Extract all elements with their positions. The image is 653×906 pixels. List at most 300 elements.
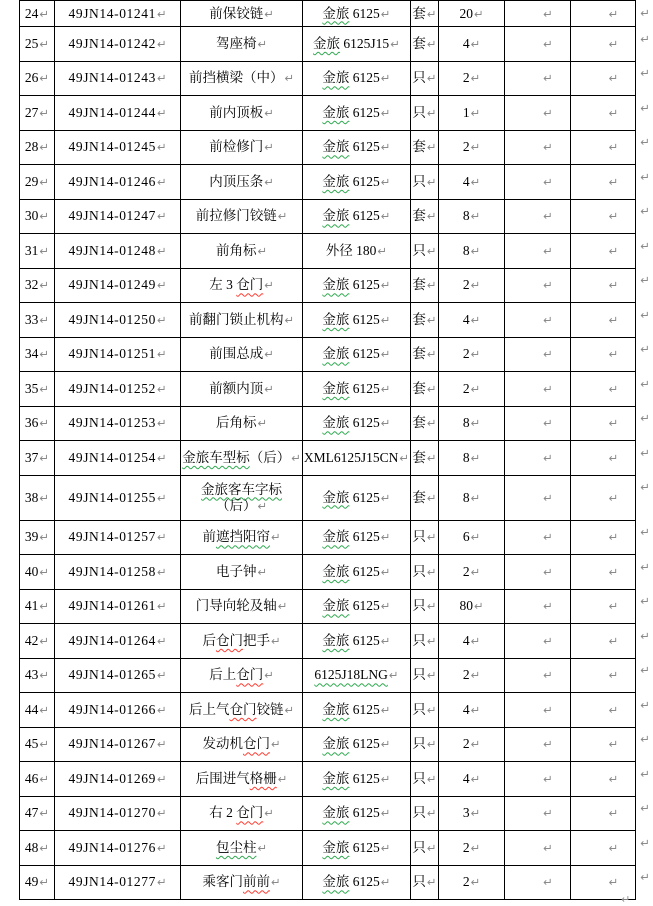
paragraph-mark-icon: ↵ — [156, 702, 167, 717]
part-name-line — [182, 415, 301, 431]
paragraph-mark-icon: ↵ — [426, 416, 437, 431]
cell-unit[interactable]: 套↵ — [411, 303, 439, 338]
cell-unit[interactable]: 套↵ — [411, 27, 439, 62]
cell-row-number[interactable]: 24↵ — [20, 1, 55, 27]
cell-row-number[interactable]: 37↵ — [20, 441, 55, 476]
cell-row-number[interactable]: 30↵ — [20, 199, 55, 234]
cell-part-number[interactable]: 49JN14-01267↵ — [54, 727, 180, 762]
cell-quantity[interactable]: 8↵ — [438, 406, 504, 441]
cell-part-number[interactable]: 49JN14-01255↵ — [54, 475, 180, 520]
paragraph-mark-icon: ↵ — [426, 71, 437, 86]
spellcheck-green-text: 遮挡阳帘 — [215, 529, 270, 545]
paragraph-mark-icon: ↵ — [608, 490, 619, 505]
cell-blank-1[interactable] — [505, 96, 571, 131]
cell-blank-1[interactable] — [505, 475, 571, 520]
cell-part-name[interactable] — [181, 406, 303, 441]
cell-model[interactable] — [302, 727, 410, 762]
cell-part-number[interactable]: 49JN14-01257↵ — [54, 520, 180, 555]
cell-row-number[interactable]: 48↵ — [20, 831, 55, 866]
row-end-mark — [636, 96, 653, 131]
cell-text: 乘客门 — [202, 874, 243, 890]
cell-blank-1[interactable] — [505, 624, 571, 659]
cell-quantity[interactable]: 4↵ — [438, 693, 504, 728]
cell-text: （后） — [215, 497, 257, 513]
cell-part-number[interactable]: 49JN14-01266↵ — [54, 693, 180, 728]
cell-part-name[interactable] — [181, 27, 303, 62]
paragraph-mark-icon: ↵ — [426, 633, 437, 648]
cell-blank-2[interactable] — [570, 762, 636, 797]
cell-row-number[interactable]: 49↵ — [20, 865, 55, 900]
spellcheck-green-text: 金旅 — [322, 311, 350, 327]
part-name-line — [182, 840, 301, 856]
cell-text: 电子钟 — [215, 563, 257, 579]
cell-row-number[interactable]: 44↵ — [20, 693, 55, 728]
cell-quantity[interactable]: 1↵ — [438, 96, 504, 131]
paragraph-mark-icon: ↵ — [380, 737, 391, 752]
cell-unit[interactable]: 只↵ — [411, 96, 439, 131]
cell-unit[interactable]: 套↵ — [411, 337, 439, 372]
cell-model[interactable] — [302, 658, 410, 693]
cell-model[interactable] — [302, 234, 410, 269]
cell-part-number[interactable]: 49JN14-01269↵ — [54, 762, 180, 797]
cell-blank-2[interactable] — [570, 234, 636, 269]
cell-blank-1[interactable] — [505, 165, 571, 200]
paragraph-mark-icon: ↵ — [608, 737, 619, 752]
paragraph-mark-icon: ↵ — [608, 599, 619, 614]
cell-blank-2[interactable] — [570, 658, 636, 693]
cell-part-number[interactable]: 49JN14-01245↵ — [54, 130, 180, 165]
cell-text: 6125 — [349, 346, 380, 362]
paragraph-mark-icon: ↵ — [543, 771, 553, 786]
cell-part-name[interactable] — [181, 555, 303, 590]
cell-model[interactable] — [302, 406, 410, 441]
cell-part-number[interactable]: 49JN14-01247↵ — [54, 199, 180, 234]
cell-quantity[interactable]: 3↵ — [438, 796, 504, 831]
table-row — [20, 337, 653, 372]
cell-blank-2[interactable] — [570, 831, 636, 866]
cell-blank-2[interactable] — [570, 130, 636, 165]
cell-part-number[interactable]: 49JN14-01277↵ — [54, 865, 180, 900]
cell-part-number[interactable]: 49JN14-01249↵ — [54, 268, 180, 303]
cell-model[interactable] — [302, 796, 410, 831]
cell-blank-2[interactable] — [570, 1, 636, 27]
cell-row-number[interactable]: 33↵ — [20, 303, 55, 338]
cell-row-number[interactable]: 45↵ — [20, 727, 55, 762]
paragraph-mark-icon: ↵ — [380, 381, 391, 396]
cell-blank-1[interactable] — [505, 1, 571, 27]
cell-quantity[interactable]: 4↵ — [438, 762, 504, 797]
paragraph-mark-icon: ↵ — [640, 411, 650, 425]
cell-part-name[interactable] — [181, 303, 303, 338]
paragraph-mark-icon: ↵ — [156, 36, 167, 51]
cell-quantity[interactable]: 8↵ — [438, 475, 504, 520]
cell-part-number[interactable]: 49JN14-01246↵ — [54, 165, 180, 200]
paragraph-mark-icon: ↵ — [470, 702, 481, 717]
paragraph-mark-icon: ↵ — [380, 416, 391, 431]
cell-quantity[interactable]: 4↵ — [438, 27, 504, 62]
cell-part-number[interactable]: 49JN14-01276↵ — [54, 831, 180, 866]
cell-text: 前角标 — [215, 242, 257, 258]
cell-part-name[interactable] — [181, 268, 303, 303]
cell-model[interactable] — [302, 199, 410, 234]
cell-part-name[interactable] — [181, 762, 303, 797]
cell-unit[interactable]: 套↵ — [411, 475, 439, 520]
paragraph-mark-icon: ↵ — [608, 771, 619, 786]
cell-blank-1[interactable] — [505, 658, 571, 693]
cell-text: XML6125J15CN — [303, 449, 399, 465]
cell-row-number[interactable]: 46↵ — [20, 762, 55, 797]
cell-row-number[interactable]: 43↵ — [20, 658, 55, 693]
cell-blank-1[interactable] — [505, 199, 571, 234]
cell-row-number[interactable]: 28↵ — [20, 130, 55, 165]
cell-part-number[interactable]: 49JN14-01254↵ — [54, 441, 180, 476]
cell-model[interactable] — [302, 372, 410, 407]
paragraph-mark-icon: ↵ — [39, 209, 49, 224]
paragraph-mark-icon: ↵ — [640, 766, 650, 781]
cell-model[interactable] — [302, 441, 410, 476]
cell-part-name[interactable] — [181, 337, 303, 372]
paragraph-mark-icon: ↵ — [257, 840, 268, 855]
cell-blank-2[interactable] — [570, 624, 636, 659]
paragraph-mark-icon: ↵ — [543, 564, 553, 579]
cell-part-name[interactable] — [181, 796, 303, 831]
cell-model[interactable] — [302, 1, 410, 27]
paragraph-mark-icon: ↵ — [608, 6, 619, 21]
cell-blank-1[interactable] — [505, 762, 571, 797]
cell-unit[interactable]: 只↵ — [411, 555, 439, 590]
row-end-mark — [636, 555, 653, 590]
cell-unit[interactable]: 套↵ — [411, 1, 439, 27]
cell-quantity[interactable]: 4↵ — [438, 165, 504, 200]
cell-row-number[interactable]: 32↵ — [20, 268, 55, 303]
cell-part-name[interactable] — [181, 520, 303, 555]
cell-row-number[interactable]: 26↵ — [20, 61, 55, 96]
cell-part-number[interactable]: 49JN14-01244↵ — [54, 96, 180, 131]
cell-part-name[interactable] — [181, 589, 303, 624]
paragraph-mark-icon: ↵ — [426, 840, 437, 855]
cell-blank-1[interactable] — [505, 727, 571, 762]
paragraph-mark-icon: ↵ — [608, 140, 619, 155]
paragraph-mark-icon: ↵ — [380, 702, 391, 717]
cell-model[interactable] — [302, 831, 410, 866]
cell-model[interactable] — [302, 96, 410, 131]
cell-quantity[interactable]: 2↵ — [438, 337, 504, 372]
cell-blank-1[interactable] — [505, 441, 571, 476]
cell-text: 右 2 — [209, 805, 237, 821]
table-row — [20, 27, 653, 62]
cell-row-number[interactable]: 31↵ — [20, 234, 55, 269]
cell-unit[interactable]: 套↵ — [411, 372, 439, 407]
table-row — [20, 165, 653, 200]
cell-unit[interactable]: 套↵ — [411, 406, 439, 441]
paragraph-mark-icon: ↵ — [640, 169, 650, 184]
paragraph-mark-icon: ↵ — [277, 771, 288, 786]
paragraph-mark-icon: ↵ — [257, 498, 268, 513]
cell-model[interactable] — [302, 520, 410, 555]
paragraph-mark-icon: ↵ — [426, 702, 437, 717]
paragraph-mark-icon: ↵ — [470, 278, 481, 293]
cell-quantity[interactable]: 2↵ — [438, 61, 504, 96]
cell-part-number[interactable]: 49JN14-01252↵ — [54, 372, 180, 407]
cell-quantity[interactable]: 2↵ — [438, 727, 504, 762]
paragraph-mark-icon: ↵ — [39, 243, 49, 258]
paragraph-mark-icon: ↵ — [640, 342, 650, 356]
cell-blank-2[interactable] — [570, 475, 636, 520]
cell-part-name[interactable] — [181, 693, 303, 728]
cell-blank-2[interactable] — [570, 96, 636, 131]
cell-model[interactable] — [302, 475, 410, 520]
cell-blank-2[interactable] — [570, 796, 636, 831]
part-name-line — [182, 564, 301, 580]
paragraph-mark-icon: ↵ — [426, 381, 437, 396]
cell-part-name[interactable] — [181, 61, 303, 96]
cell-part-name[interactable] — [181, 1, 303, 27]
cell-unit[interactable]: 套↵ — [411, 199, 439, 234]
cell-blank-2[interactable] — [570, 555, 636, 590]
cell-part-name[interactable] — [181, 831, 303, 866]
cell-unit[interactable]: 只↵ — [411, 865, 439, 900]
cell-row-number[interactable]: 27↵ — [20, 96, 55, 131]
cell-part-name[interactable] — [181, 96, 303, 131]
cell-part-name[interactable] — [181, 727, 303, 762]
cell-unit[interactable]: 套↵ — [411, 130, 439, 165]
cell-row-number[interactable]: 35↵ — [20, 372, 55, 407]
cell-text: 6125 — [349, 70, 380, 86]
cell-part-name[interactable] — [181, 234, 303, 269]
spellcheck-green-text: 金旅 — [322, 489, 350, 505]
cell-unit[interactable]: 只↵ — [411, 796, 439, 831]
cell-text: 前 — [202, 529, 216, 545]
cell-blank-1[interactable] — [505, 234, 571, 269]
cell-unit[interactable]: 套↵ — [411, 441, 439, 476]
cell-blank-2[interactable] — [570, 693, 636, 728]
cell-text: 6125 — [349, 311, 380, 327]
paragraph-mark-icon: ↵ — [640, 697, 650, 712]
paragraph-mark-icon: ↵ — [426, 599, 437, 614]
cell-blank-1[interactable] — [505, 693, 571, 728]
spellcheck-green-text: 金旅 — [322, 70, 350, 86]
paragraph-mark-icon: ↵ — [270, 875, 281, 890]
cell-part-name[interactable] — [181, 658, 303, 693]
cell-blank-2[interactable] — [570, 406, 636, 441]
cell-model[interactable] — [302, 865, 410, 900]
cell-part-number[interactable]: 49JN14-01250↵ — [54, 303, 180, 338]
cell-part-number[interactable]: 49JN14-01261↵ — [54, 589, 180, 624]
cell-part-name[interactable] — [181, 441, 303, 476]
cell-part-name[interactable] — [181, 130, 303, 165]
cell-row-number[interactable]: 36↵ — [20, 406, 55, 441]
cell-blank-2[interactable] — [570, 589, 636, 624]
paragraph-mark-icon: ↵ — [608, 633, 619, 648]
cell-unit[interactable]: 只↵ — [411, 693, 439, 728]
cell-model[interactable] — [302, 303, 410, 338]
cell-blank-2[interactable] — [570, 303, 636, 338]
cell-blank-1[interactable] — [505, 796, 571, 831]
cell-part-number[interactable]: 49JN14-01248↵ — [54, 234, 180, 269]
partial-paragraph-mark-icon: ↵ — [621, 893, 631, 906]
cell-model[interactable] — [302, 555, 410, 590]
cell-quantity[interactable]: 8↵ — [438, 441, 504, 476]
paragraph-mark-icon: ↵ — [39, 668, 49, 683]
cell-part-name[interactable] — [181, 475, 303, 520]
cell-blank-1[interactable] — [505, 406, 571, 441]
cell-part-number[interactable]: 49JN14-01264↵ — [54, 624, 180, 659]
table-row — [20, 130, 653, 165]
cell-unit[interactable]: 只↵ — [411, 762, 439, 797]
cell-row-number[interactable]: 29↵ — [20, 165, 55, 200]
cell-text: 前检修门 — [209, 139, 264, 155]
cell-part-number[interactable]: 49JN14-01251↵ — [54, 337, 180, 372]
cell-blank-1[interactable] — [505, 831, 571, 866]
cell-unit[interactable]: 只↵ — [411, 234, 439, 269]
table-row — [20, 372, 653, 407]
cell-quantity[interactable]: 80↵ — [438, 589, 504, 624]
cell-model[interactable] — [302, 624, 410, 659]
row-end-mark — [636, 27, 653, 62]
cell-blank-2[interactable] — [570, 27, 636, 62]
cell-quantity[interactable]: 8↵ — [438, 234, 504, 269]
cell-part-number[interactable]: 49JN14-01253↵ — [54, 406, 180, 441]
cell-model[interactable] — [302, 762, 410, 797]
cell-blank-1[interactable] — [505, 61, 571, 96]
paragraph-mark-icon: ↵ — [426, 806, 437, 821]
cell-part-number[interactable]: 49JN14-01265↵ — [54, 658, 180, 693]
paragraph-mark-icon: ↵ — [543, 599, 553, 614]
cell-text: 6125 — [349, 415, 380, 431]
paragraph-mark-icon: ↵ — [380, 312, 391, 327]
spellcheck-green-text: 金旅 — [313, 35, 341, 51]
paragraph-mark-icon: ↵ — [470, 737, 481, 752]
cell-text: 6125 — [349, 736, 380, 752]
cell-blank-1[interactable] — [505, 372, 571, 407]
cell-blank-2[interactable] — [570, 727, 636, 762]
paragraph-mark-icon: ↵ — [270, 737, 281, 752]
cell-blank-1[interactable] — [505, 520, 571, 555]
cell-blank-2[interactable] — [570, 165, 636, 200]
cell-part-name[interactable] — [181, 865, 303, 900]
paragraph-mark-icon: ↵ — [470, 806, 481, 821]
cell-quantity[interactable]: 4↵ — [438, 624, 504, 659]
paragraph-mark-icon: ↵ — [426, 174, 437, 189]
cell-model[interactable] — [302, 693, 410, 728]
cell-unit[interactable]: 只↵ — [411, 624, 439, 659]
cell-text: 前内顶板 — [209, 104, 264, 120]
cell-unit[interactable]: 只↵ — [411, 165, 439, 200]
part-name-line — [182, 277, 301, 293]
cell-part-number[interactable]: 49JN14-01243↵ — [54, 61, 180, 96]
cell-model[interactable] — [302, 589, 410, 624]
cell-blank-1[interactable] — [505, 130, 571, 165]
table-row — [20, 831, 653, 866]
cell-part-name[interactable] — [181, 199, 303, 234]
cell-row-number[interactable]: 47↵ — [20, 796, 55, 831]
cell-part-name[interactable] — [181, 372, 303, 407]
cell-row-number[interactable]: 39↵ — [20, 520, 55, 555]
cell-unit[interactable]: 套↵ — [411, 268, 439, 303]
paragraph-mark-icon: ↵ — [380, 633, 391, 648]
cell-blank-1[interactable] — [505, 589, 571, 624]
cell-model[interactable] — [302, 268, 410, 303]
cell-blank-1[interactable] — [505, 303, 571, 338]
cell-blank-2[interactable] — [570, 199, 636, 234]
paragraph-mark-icon: ↵ — [470, 381, 481, 396]
paragraph-mark-icon: ↵ — [156, 450, 167, 465]
cell-row-number[interactable]: 40↵ — [20, 555, 55, 590]
cell-model[interactable] — [302, 61, 410, 96]
cell-row-number[interactable]: 34↵ — [20, 337, 55, 372]
spellcheck-green-text: 金旅 — [322, 736, 350, 752]
paragraph-mark-icon: ↵ — [470, 140, 481, 155]
cell-unit[interactable]: 只↵ — [411, 831, 439, 866]
paragraph-mark-icon: ↵ — [640, 31, 650, 46]
cell-blank-2[interactable] — [570, 268, 636, 303]
cell-blank-1[interactable] — [505, 27, 571, 62]
paragraph-mark-icon: ↵ — [608, 347, 619, 362]
cell-quantity[interactable]: 20↵ — [438, 1, 504, 27]
cell-blank-2[interactable] — [570, 520, 636, 555]
cell-quantity[interactable]: 2↵ — [438, 555, 504, 590]
cell-blank-1[interactable] — [505, 555, 571, 590]
paragraph-mark-icon: ↵ — [543, 381, 553, 396]
cell-model[interactable] — [302, 130, 410, 165]
paragraph-mark-icon: ↵ — [640, 594, 650, 608]
paragraph-mark-icon: ↵ — [470, 36, 481, 51]
cell-quantity[interactable]: 2↵ — [438, 865, 504, 900]
cell-model[interactable] — [302, 165, 410, 200]
cell-unit[interactable]: 只↵ — [411, 589, 439, 624]
cell-part-number[interactable]: 49JN14-01242↵ — [54, 27, 180, 62]
cell-quantity[interactable]: 2↵ — [438, 372, 504, 407]
cell-blank-1[interactable] — [505, 268, 571, 303]
paragraph-mark-icon: ↵ — [264, 278, 274, 293]
cell-row-number[interactable]: 41↵ — [20, 589, 55, 624]
cell-quantity[interactable]: 4↵ — [438, 303, 504, 338]
paragraph-mark-icon: ↵ — [39, 771, 49, 786]
cell-quantity[interactable]: 2↵ — [438, 658, 504, 693]
row-end-mark — [636, 268, 653, 303]
cell-unit[interactable]: 只↵ — [411, 658, 439, 693]
cell-quantity[interactable]: 6↵ — [438, 520, 504, 555]
cell-unit[interactable]: 只↵ — [411, 61, 439, 96]
paragraph-mark-icon: ↵ — [470, 633, 481, 648]
cell-row-number[interactable]: 25↵ — [20, 27, 55, 62]
cell-part-name[interactable] — [181, 165, 303, 200]
cell-quantity[interactable]: 8↵ — [438, 199, 504, 234]
cell-text: 前翻门锁止机构 — [188, 311, 284, 327]
cell-quantity[interactable]: 2↵ — [438, 130, 504, 165]
cell-unit[interactable]: 只↵ — [411, 727, 439, 762]
cell-blank-2[interactable] — [570, 441, 636, 476]
cell-part-name[interactable] — [181, 624, 303, 659]
cell-blank-2[interactable] — [570, 337, 636, 372]
cell-quantity[interactable]: 2↵ — [438, 268, 504, 303]
cell-model[interactable] — [302, 337, 410, 372]
cell-part-number[interactable]: 49JN14-01258↵ — [54, 555, 180, 590]
cell-part-number[interactable]: 49JN14-01270↵ — [54, 796, 180, 831]
cell-model[interactable] — [302, 27, 410, 62]
cell-blank-2[interactable] — [570, 372, 636, 407]
cell-blank-1[interactable] — [505, 337, 571, 372]
cell-blank-2[interactable] — [570, 61, 636, 96]
spellcheck-green-text: 金旅 — [322, 208, 350, 224]
cell-row-number[interactable]: 38↵ — [20, 475, 55, 520]
cell-part-number[interactable]: 49JN14-01241↵ — [54, 1, 180, 27]
cell-row-number[interactable]: 42↵ — [20, 624, 55, 659]
cell-blank-1[interactable] — [505, 865, 571, 900]
cell-unit[interactable]: 只↵ — [411, 520, 439, 555]
cell-quantity[interactable]: 2↵ — [438, 831, 504, 866]
paragraph-mark-icon: ↵ — [543, 209, 553, 224]
